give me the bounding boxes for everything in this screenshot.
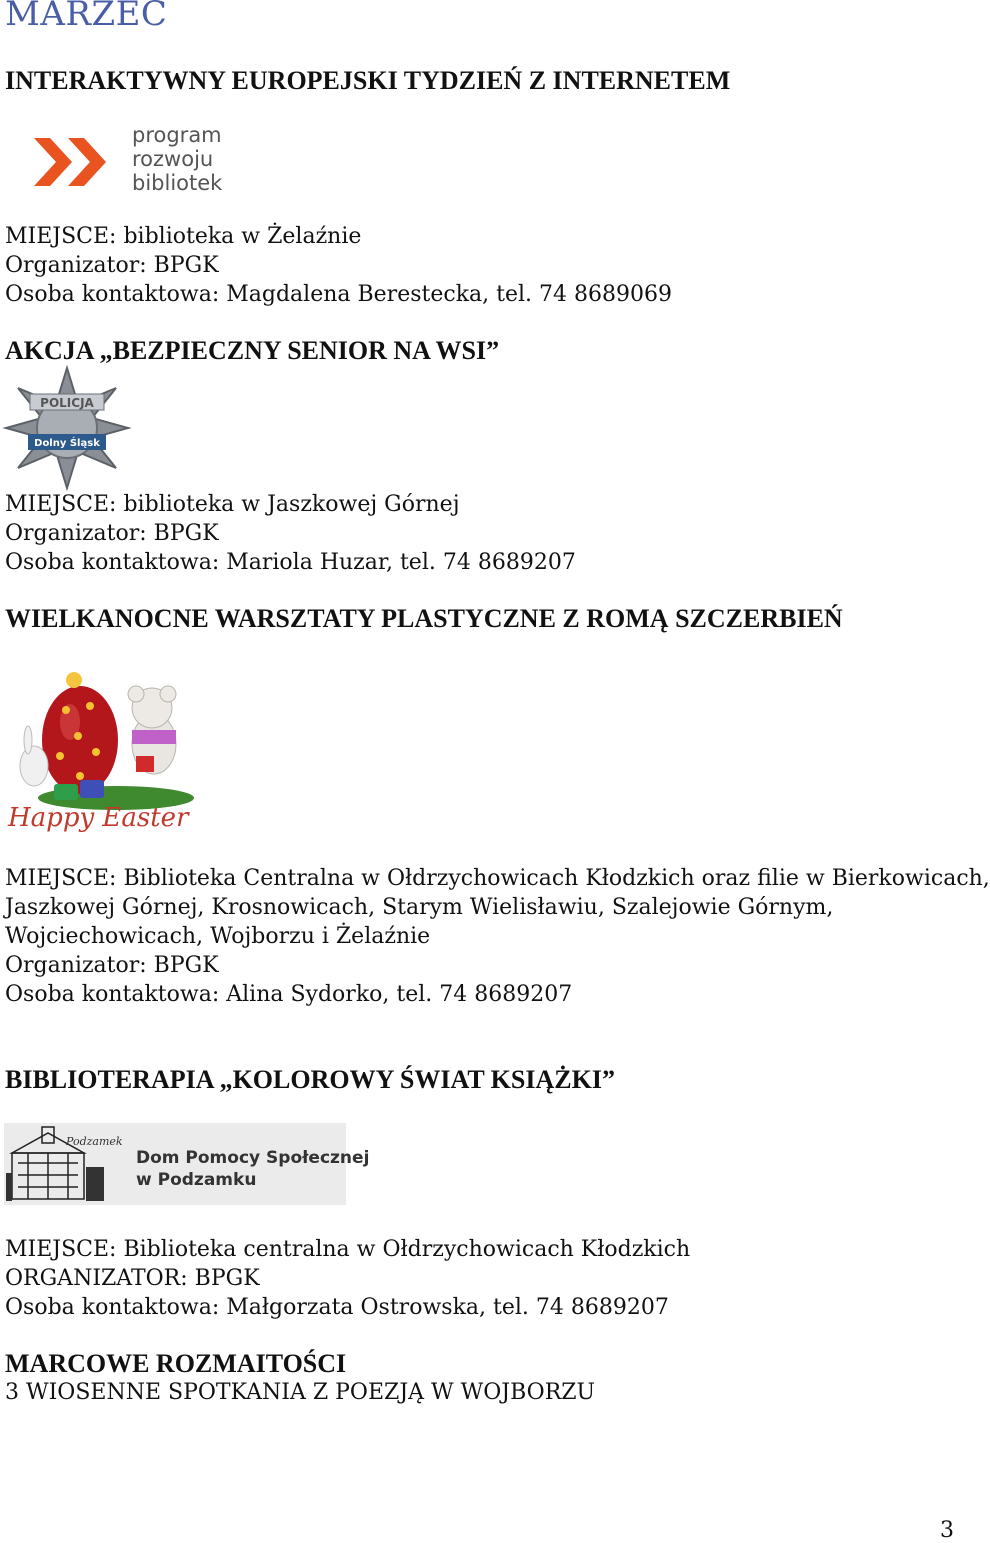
logo-text: bibliotek <box>132 171 223 195</box>
event-title: AKCJA „BEZPIECZNY SENIOR NA WSI” <box>5 336 500 365</box>
dom-pomocy-spolecznej-logo <box>4 1123 370 1205</box>
podzamek-script: Podzamek <box>66 1135 123 1148</box>
event-organizer: Organizator: BPGK <box>5 253 219 278</box>
event-place-continued: Wojciechowicach, Wojborzu i Żelaźnie <box>5 924 431 949</box>
event-place-continued: Jaszkowej Górnej, Krosnowicach, Starym Wielisławiu, Szalejowie Górnym, <box>5 895 834 920</box>
event-contact: Osoba kontaktowa: Alina Sydorko, tel. 74 8689207 <box>5 982 573 1007</box>
month-heading: MARZEC <box>5 0 168 34</box>
event-title: INTERAKTYWNY EUROPEJSKI TYDZIEŃ Z INTERNETEM <box>5 66 731 95</box>
event-contact: Osoba kontaktowa: Magdalena Berestecka, tel. 74 8689069 <box>5 282 672 307</box>
event-organizer: Organizator: BPGK <box>5 521 219 546</box>
logo-text: rozwoju <box>132 147 214 171</box>
event-place: MIEJSCE: Biblioteka Centralna w Ołdrzychowicach Kłodzkich oraz filie w Bierkowicach, <box>5 866 990 891</box>
logo-text: Dom Pomocy Społecznej <box>136 1148 370 1168</box>
event-place: MIEJSCE: Biblioteka centralna w Ołdrzychowicach Kłodzkich <box>5 1237 691 1262</box>
event-organizer: ORGANIZATOR: BPGK <box>5 1266 260 1291</box>
event-place: MIEJSCE: biblioteka w Żelaźnie <box>5 224 362 249</box>
page-number: 3 <box>940 1518 954 1543</box>
event-contact: Osoba kontaktowa: Małgorzata Ostrowska, tel. 74 8689207 <box>5 1295 669 1320</box>
event-organizer: Organizator: BPGK <box>5 953 219 978</box>
logo-text: program <box>132 123 222 147</box>
logo-text: w Podzamku <box>136 1170 257 1190</box>
happy-easter-illustration <box>4 660 198 836</box>
event-title: BIBLIOTERAPIA „KOLOROWY ŚWIAT KSIĄŻKI” <box>5 1065 615 1094</box>
badge-text: POLICJA <box>40 396 94 410</box>
event-title: WIELKANOCNE WARSZTATY PLASTYCZNE Z ROMĄ SZCZERBIEŃ <box>5 604 843 633</box>
easter-caption: Happy Easter <box>8 803 189 833</box>
event-title: MARCOWE ROZMAITOŚCI <box>5 1349 347 1378</box>
policja-badge-logo <box>4 366 130 490</box>
event-contact: Osoba kontaktowa: Mariola Huzar, tel. 74 8689207 <box>5 550 576 575</box>
program-rozwoju-bibliotek-logo <box>28 120 238 202</box>
event-subtitle: 3 WIOSENNE SPOTKANIA Z POEZJĄ W WOJBORZU <box>5 1380 596 1405</box>
badge-text: Dolny Śląsk <box>34 438 100 449</box>
event-place: MIEJSCE: biblioteka w Jaszkowej Górnej <box>5 492 460 517</box>
